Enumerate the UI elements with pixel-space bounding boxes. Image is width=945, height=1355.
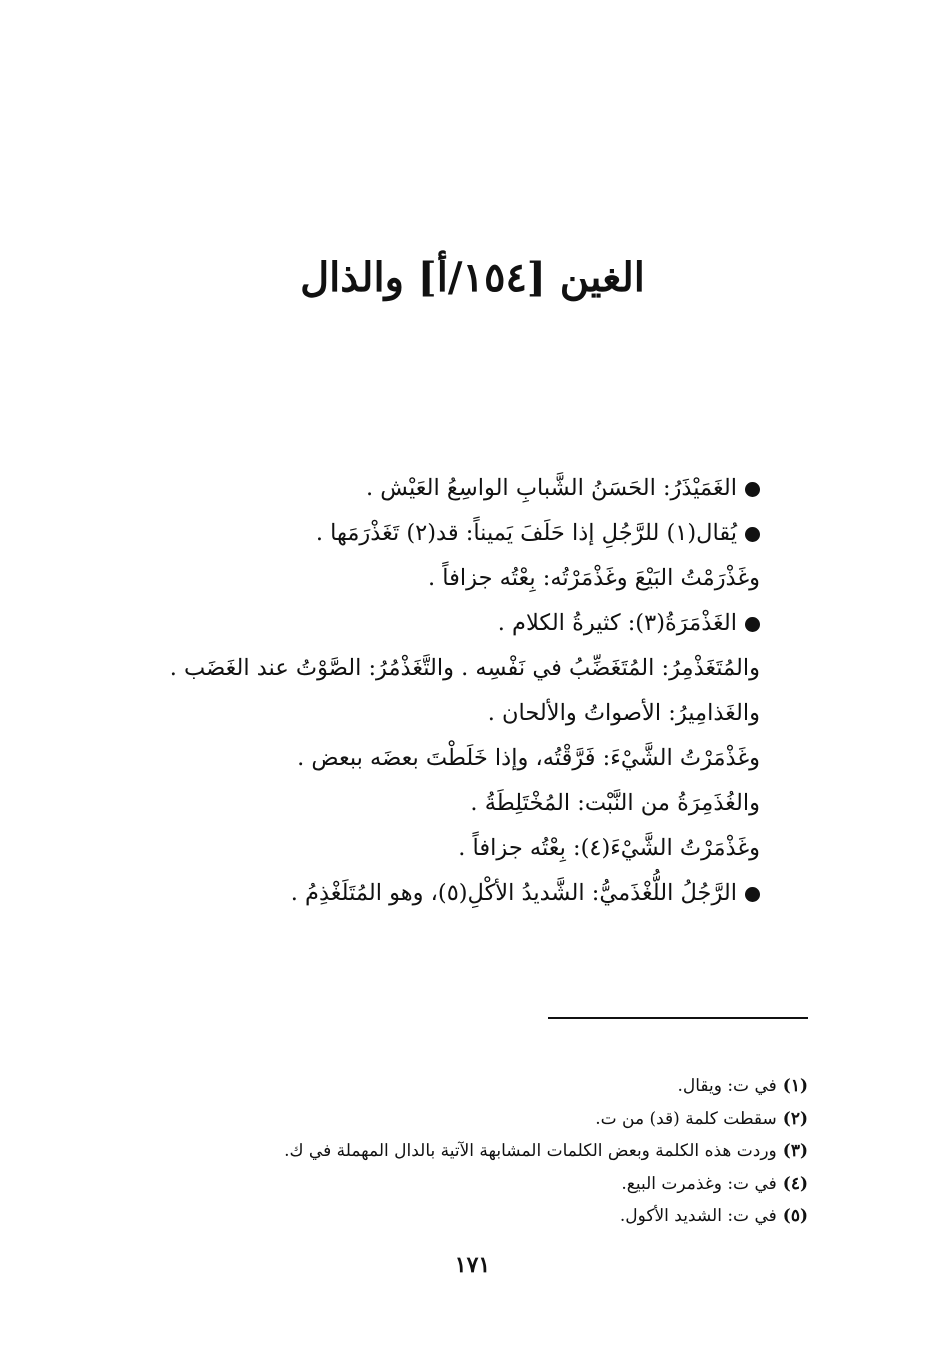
footnote-text: وردت هذه الكلمة وبعض الكلمات المشابهة الآتية بالدال المهملة في ك. bbox=[284, 1141, 777, 1161]
entry-line bbox=[160, 871, 760, 916]
entry-line bbox=[160, 466, 760, 511]
entry-text: يُقال(١) للرَّجُلِ إذا حَلَفَ يَميناً: قد(٢) تَغَذْرَمَها . bbox=[315, 520, 737, 546]
dictionary-entries bbox=[160, 466, 760, 916]
bullet-icon bbox=[745, 527, 760, 542]
footnote-text: في ت: وغذمرت البيع. bbox=[621, 1173, 777, 1194]
entry-text: وغَذْمَرْتُ الشَّيْءَ(٤): بِعْتُه جزافاً . bbox=[458, 835, 760, 861]
bullet-icon bbox=[745, 887, 760, 902]
bullet-icon bbox=[745, 617, 760, 632]
entry-line bbox=[160, 556, 760, 601]
entry-text: وغَذْرَمْتُ البَيْعَ وغَذْمَرْتُه: بِعْتُه جزافاً . bbox=[428, 565, 760, 591]
footnote-text: سقطت كلمة (قد) من ت. bbox=[595, 1108, 777, 1129]
entry-text: الرَّجُلُ اللُّغْذَميُّ: الشَّديدُ الأكْلِ(٥)، وهو المُتَلَغْذِمُ . bbox=[290, 880, 737, 906]
entry-line bbox=[160, 511, 760, 556]
entry-line bbox=[160, 781, 760, 826]
bullet-icon bbox=[745, 482, 760, 497]
page-number: ١٧١ bbox=[454, 1252, 491, 1278]
footnote-text: في ت: ويقال. bbox=[677, 1076, 777, 1096]
entry-line bbox=[160, 736, 760, 781]
entry-text: والغُذَمِرَةُ من النَّبْت: المُخْتَلِطَةُ . bbox=[470, 790, 760, 816]
entry-text: وغَذْمَرْتُ الشَّيْءَ: فَرَّقْتُه، وإذا خَلَطْتَ بعضَه ببعض . bbox=[297, 745, 760, 771]
entry-text: الغَمَيْذَرُ: الحَسَنُ الشَّبابِ الواسِعُ العَيْش . bbox=[365, 475, 737, 501]
footnote bbox=[248, 1200, 808, 1233]
footnote-number: (١) bbox=[782, 1076, 808, 1096]
entry-text: الغَذْمَرَةُ(٣): كثيرةُ الكلام . bbox=[497, 610, 737, 636]
footnotes bbox=[248, 1070, 808, 1233]
footnote bbox=[248, 1103, 808, 1136]
footnote bbox=[248, 1070, 808, 1103]
footnote-number: (٤) bbox=[782, 1173, 808, 1194]
footnote-number: (٣) bbox=[782, 1141, 808, 1161]
footnote-text: في ت: الشديد الأكول. bbox=[619, 1206, 777, 1226]
footnote bbox=[248, 1168, 808, 1201]
footnote bbox=[248, 1135, 808, 1168]
entry-line bbox=[160, 646, 760, 691]
entry-text: والمُتَغَذْمِرُ: المُتَغَضِّبُ في نَفْسِه . والتَّغَذْمُرُ: الصَّوْتُ عند الغَضَب . bbox=[169, 655, 760, 681]
entry-line bbox=[160, 601, 760, 646]
entry-line bbox=[160, 826, 760, 871]
footnote-number: (٢) bbox=[782, 1108, 808, 1129]
entry-text: والغَذامِيرُ: الأصواتُ والألحان . bbox=[487, 700, 760, 726]
entry-line bbox=[160, 691, 760, 736]
footnote-number: (٥) bbox=[782, 1206, 808, 1226]
page-title: الغين [١٥٤/أ] والذال bbox=[300, 254, 645, 301]
footnote-divider bbox=[548, 1017, 808, 1019]
